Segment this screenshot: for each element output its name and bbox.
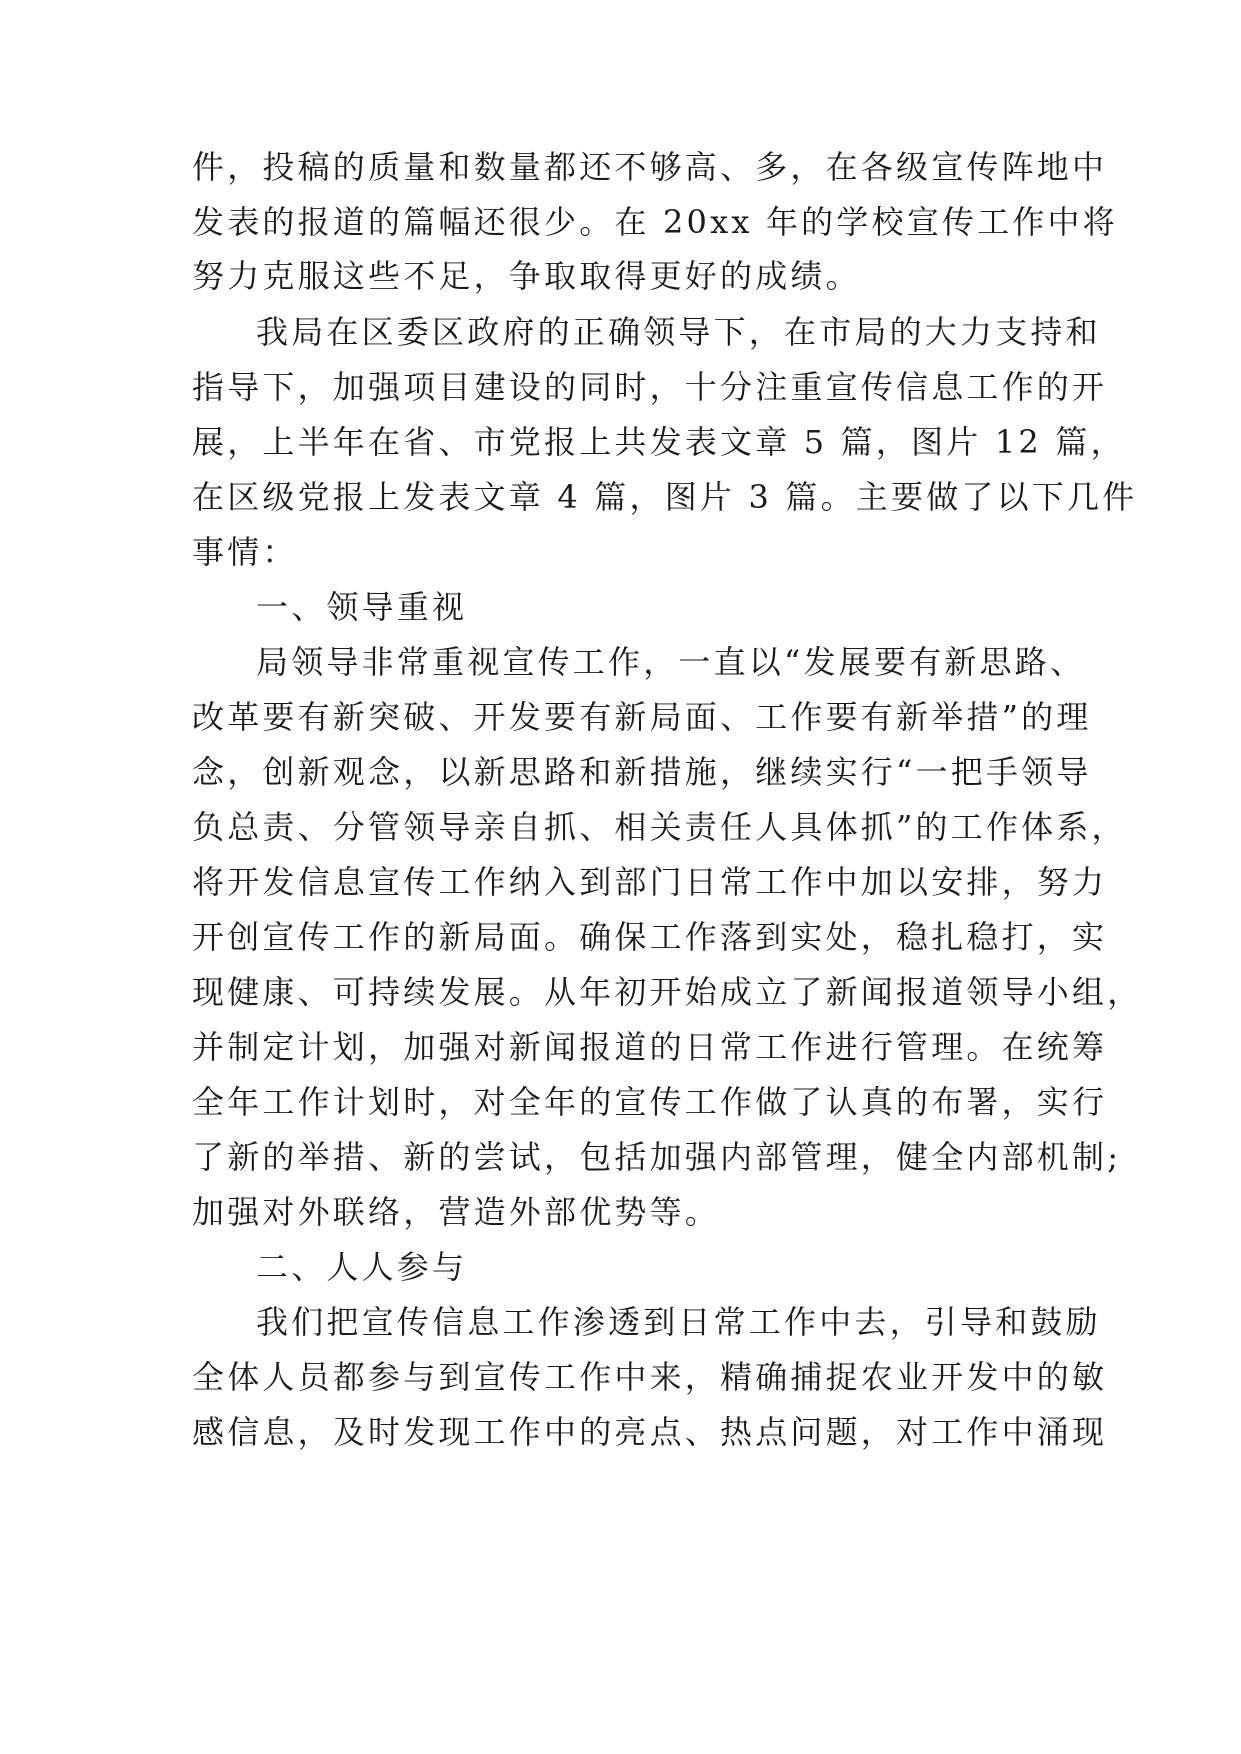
text-line: 了新的举措、新的尝试，包括加强内部管理，健全内部机制; [192, 1138, 1122, 1176]
text-line: 指导下，加强项目建设的同时，十分注重宣传信息工作的开 [192, 368, 1108, 406]
text-line: 件，投稿的质量和数量都还不够高、多，在各级宣传阵地中 [192, 148, 1108, 186]
text-line: 负总责、分管领导亲自抓、相关责任人具体抓”的工作体系， [192, 808, 1127, 846]
text-line: 在区级党报上发表文章 4 篇，图片 3 篇。主要做了以下几件 [192, 478, 1138, 516]
text-line: 全体人员都参与到宣传工作中来，精确捕捉农业开发中的敏 [192, 1358, 1108, 1396]
text-line: 努力克服这些不足，争取取得更好的成绩。 [192, 257, 861, 295]
text-line: 展，上半年在省、市党报上共发表文章 5 篇，图片 12 篇， [192, 423, 1126, 461]
text-line: 加强对外联络，营造外部优势等。 [192, 1193, 721, 1231]
paragraph-first-line: 我们把宣传信息工作渗透到日常工作中去，引导和鼓励 [256, 1303, 1101, 1341]
text-line: 改革要有新突破、开发要有新局面、工作要有新举措”的理 [192, 698, 1092, 736]
text-line: 发表的报道的篇幅还很少。在 20xx 年的学校宣传工作中将 [192, 203, 1118, 241]
section-heading: 一、领导重视 [256, 588, 468, 626]
text-line: 将开发信息宣传工作纳入到部门日常工作中加以安排，努力 [192, 863, 1108, 901]
section-heading: 二、人人参与 [256, 1248, 468, 1286]
text-line: 全年工作计划时，对全年的宣传工作做了认真的布署，实行 [192, 1083, 1108, 1121]
text-line: 开创宣传工作的新局面。确保工作落到实处，稳扎稳打，实 [192, 918, 1108, 956]
text-line: 并制定计划，加强对新闻报道的日常工作进行管理。在统筹 [192, 1028, 1108, 1066]
text-line: 感信息，及时发现工作中的亮点、热点问题，对工作中涌现 [192, 1413, 1108, 1451]
text-line: 念，创新观念，以新思路和新措施，继续实行“一把手领导 [192, 753, 1092, 791]
paragraph-first-line: 局领导非常重视宣传工作，一直以“发展要有新思路、 [256, 643, 1086, 681]
text-line: 事情： [192, 533, 298, 571]
paragraph-first-line: 我局在区委区政府的正确领导下，在市局的大力支持和 [256, 313, 1101, 351]
text-line: 现健康、可持续发展。从年初开始成立了新闻报道领导小组， [192, 973, 1143, 1011]
